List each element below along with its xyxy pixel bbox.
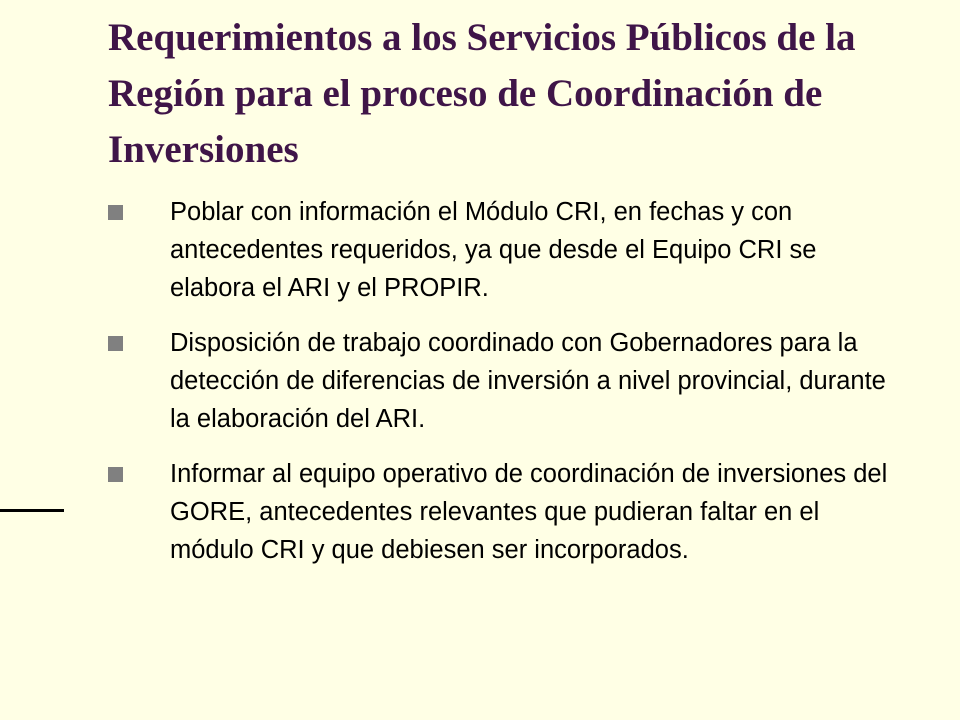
bullet-text: Informar al equipo operativo de coordinación de inversiones del GORE, antecedentes relevantes que pudieran faltar en el módulo CRI y que debiesen ser incorporados. — [170, 460, 888, 564]
accent-line — [0, 509, 64, 512]
bullet-text: Disposición de trabajo coordinado con Gobernadores para la detección de diferencias de inversión a nivel provincial, durante la elaboración del ARI. — [170, 329, 886, 433]
bullet-item — [108, 455, 908, 569]
square-bullet-icon — [108, 336, 123, 351]
bullet-list — [108, 193, 908, 586]
bullet-text: Poblar con información el Módulo CRI, en fechas y con antecedentes requeridos, ya que desde el Equipo CRI se elabora el ARI y el PROPIR. — [170, 198, 817, 302]
bullet-item — [108, 193, 908, 307]
slide-title: Requerimientos a los Servicios Públicos de la Región para el proceso de Coordinación de Inversiones — [108, 16, 856, 171]
bullet-item — [108, 324, 908, 438]
square-bullet-icon — [108, 467, 123, 482]
square-bullet-icon — [108, 205, 123, 220]
